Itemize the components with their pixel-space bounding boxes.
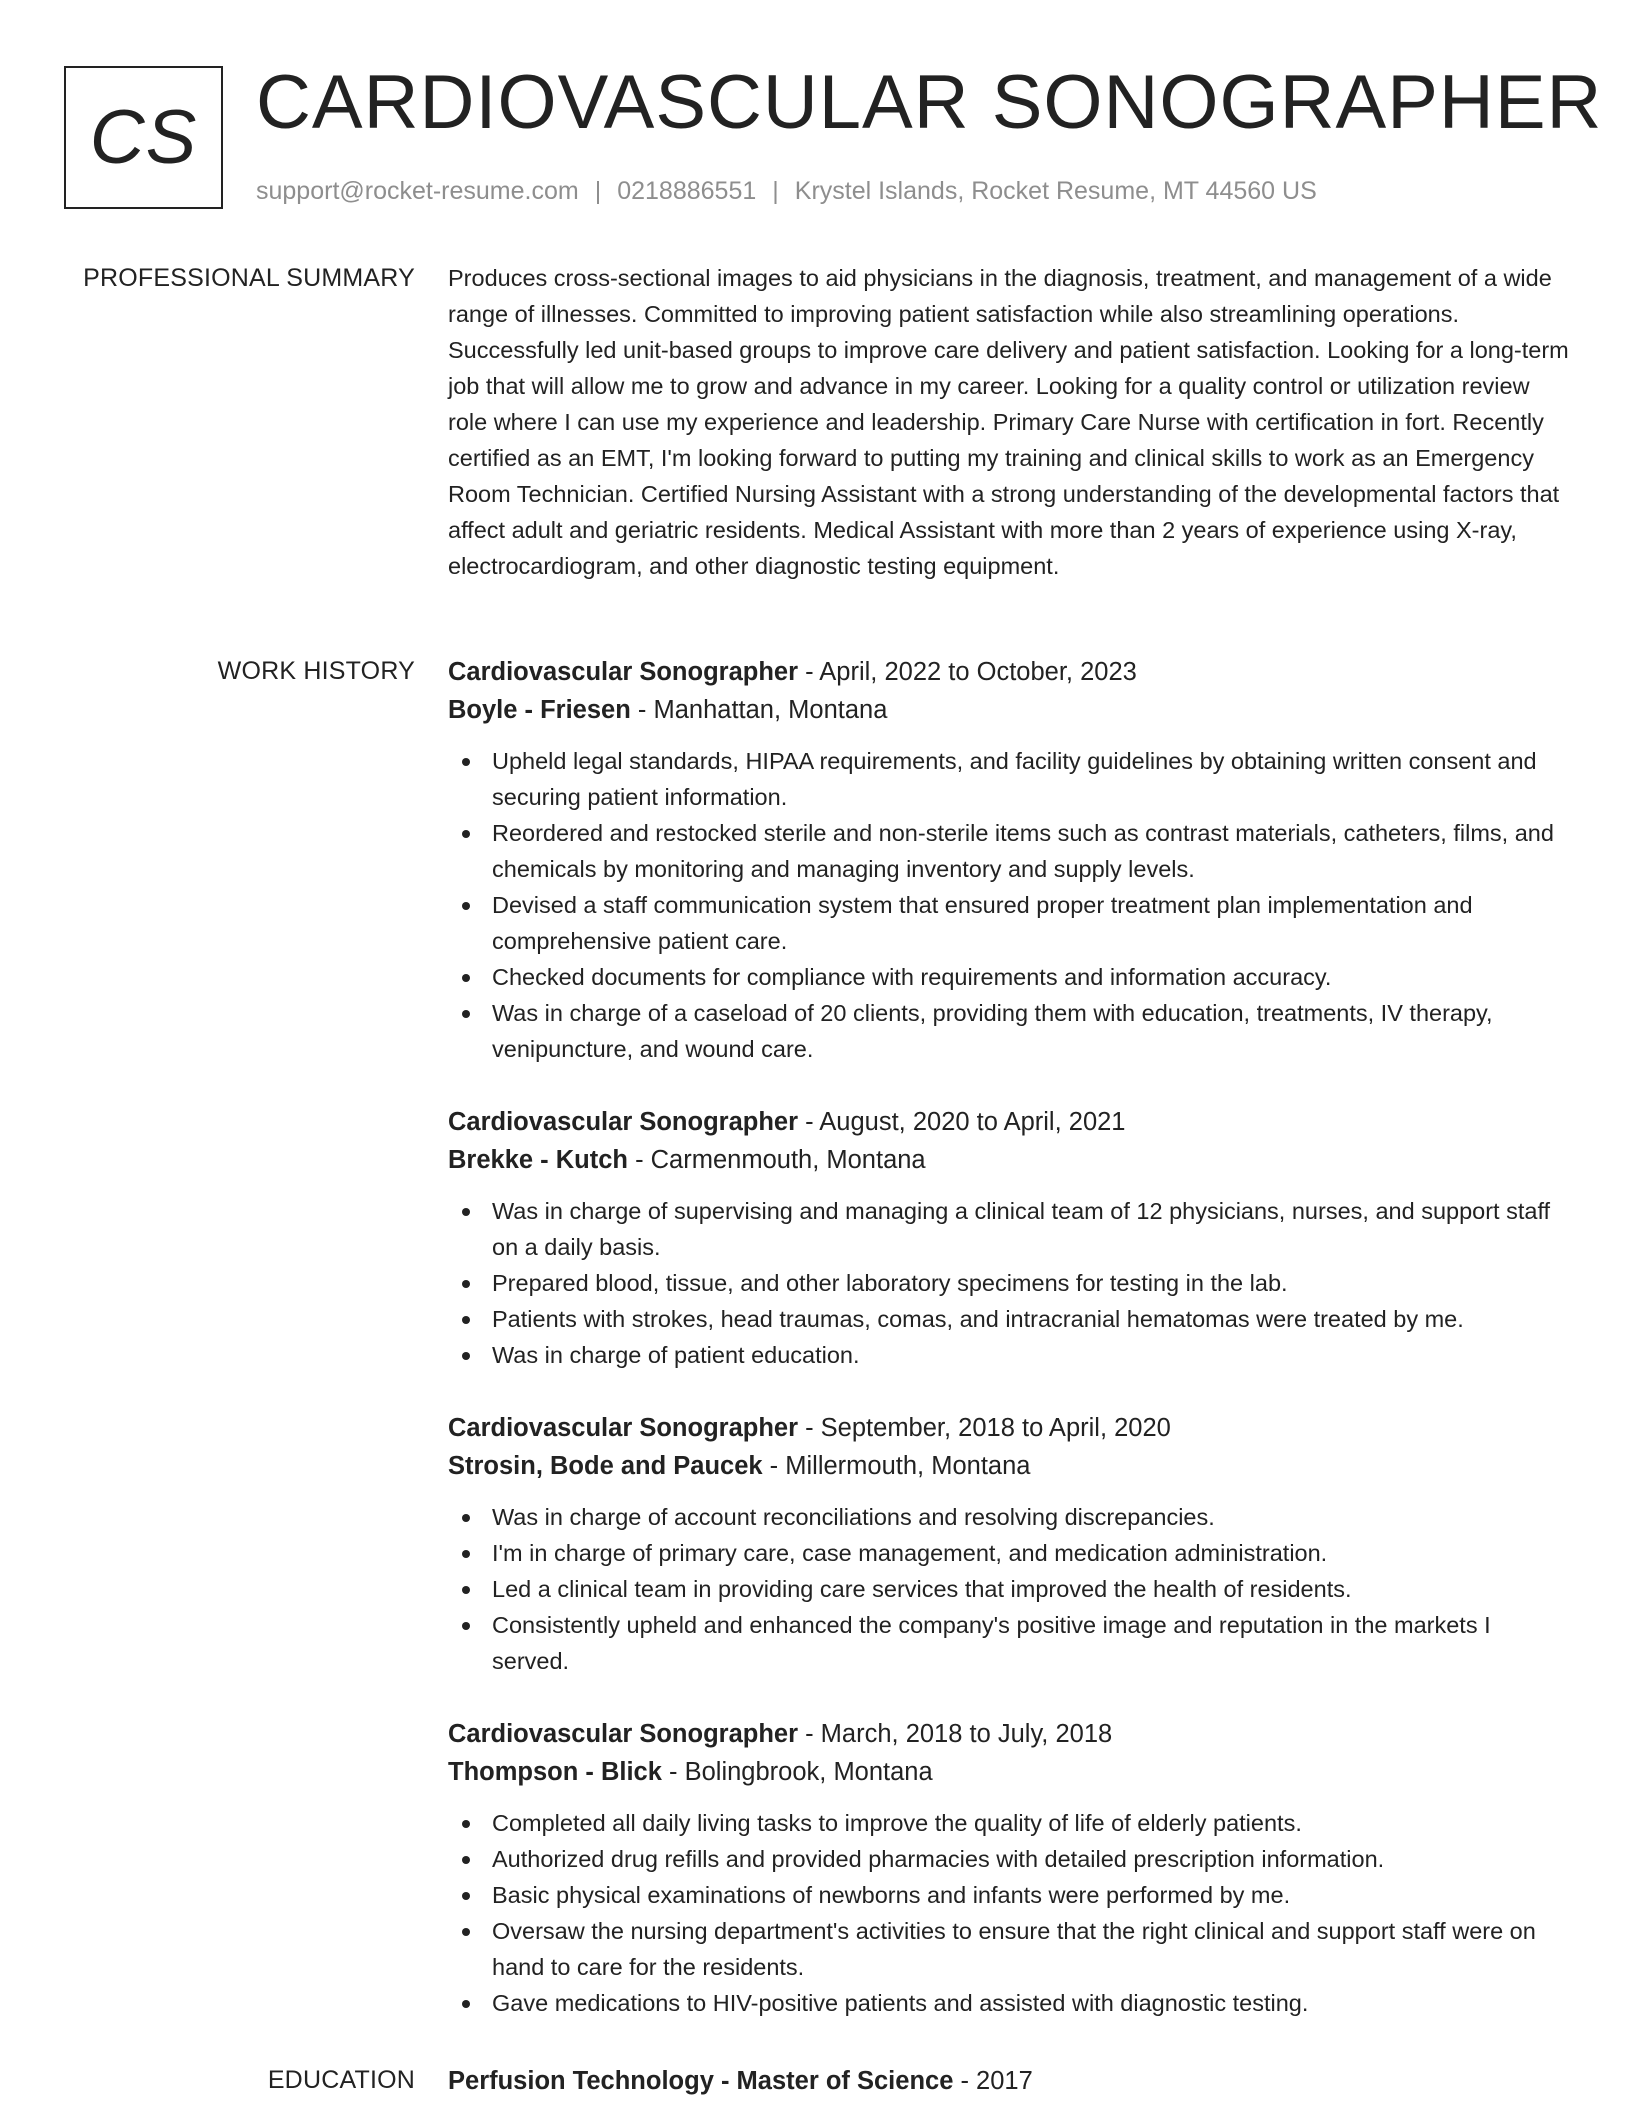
job-title-line	[448, 1715, 1570, 1753]
job-location: - Carmenmouth, Montana	[627, 1146, 926, 1174]
job-company: Brekke - Kutch	[448, 1146, 628, 1174]
job-entry	[448, 1409, 1570, 1679]
resume-title: CARDIOVASCULAR SONOGRAPHER	[256, 60, 1603, 145]
job-bullets	[448, 743, 1570, 1067]
job-entry	[448, 1715, 1570, 2021]
contact-email: support@rocket-resume.com	[256, 177, 579, 205]
summary-text: Produces cross-sectional images to aid physicians in the diagnosis, treatment, and management of a wide range of illnesses. Committed to improving patient satisfaction while also streamlining operations. Successfully led unit-based groups to improve care delivery and patient satisfaction. Looking for a long-term job that will allow me to grow and advance in my career. Looking for a quality control or utilization review role where I can use my experience and leadership. Primary Care Nurse with certification in fort. Recently certified as an EMT, I'm looking forward to putting my training and clinical skills to work as an Emergency Room Technician. Certified Nursing Assistant with a strong understanding of the developmental factors that affect adult and geriatric residents. Medical Assistant with more than 2 years of experience using X-ray, electrocardiogram, and other diagnostic testing equipment.	[448, 265, 1569, 579]
job-bullet: Was in charge of patient education.	[448, 1337, 1570, 1373]
job-bullet: Prepared blood, tissue, and other laboratory specimens for testing in the lab.	[448, 1265, 1570, 1301]
job-title: Cardiovascular Sonographer	[448, 1108, 799, 1136]
job-bullet: Reordered and restocked sterile and non-sterile items such as contrast materials, catheters, films, and chemicals by monitoring and managing inventory and supply levels.	[448, 815, 1570, 887]
education-body	[448, 2062, 1570, 2100]
job-bullet: Oversaw the nursing department's activities to ensure that the right clinical and support staff were on hand to care for the residents.	[448, 1913, 1570, 1985]
job-bullet: Upheld legal standards, HIPAA requirements, and facility guidelines by obtaining written consent and securing patient information.	[448, 743, 1570, 815]
job-bullet: Was in charge of a caseload of 20 clients, providing them with education, treatments, IV therapy, venipuncture, and wound care.	[448, 995, 1570, 1067]
job-title-line	[448, 1103, 1570, 1141]
job-bullet: Authorized drug refills and provided pharmacies with detailed prescription information.	[448, 1841, 1570, 1877]
job-dates: - March, 2018 to July, 2018	[798, 1720, 1113, 1748]
job-company-line	[448, 1753, 1570, 1791]
job-entry	[448, 1103, 1570, 1373]
work-history-label: WORK HISTORY	[217, 657, 415, 685]
job-company: Boyle - Friesen	[448, 696, 631, 724]
monogram-initials: CS	[89, 95, 198, 180]
job-bullet: Was in charge of account reconciliations and resolving discrepancies.	[448, 1499, 1570, 1535]
job-bullets	[448, 1499, 1570, 1679]
job-location: - Bolingbrook, Montana	[661, 1758, 933, 1786]
education-year: - 2017	[953, 2067, 1033, 2095]
job-location: - Manhattan, Montana	[630, 696, 888, 724]
job-company: Strosin, Bode and Paucek	[448, 1452, 763, 1480]
education-degree-line	[448, 2062, 1570, 2100]
work-history-body	[448, 653, 1570, 2057]
job-company-line	[448, 1447, 1570, 1485]
job-bullet: Patients with strokes, head traumas, comas, and intracranial hematomas were treated by me.	[448, 1301, 1570, 1337]
job-location: - Millermouth, Montana	[762, 1452, 1031, 1480]
contact-address: Krystel Islands, Rocket Resume, MT 44560 US	[794, 177, 1317, 205]
contact-phone: 0218886551	[617, 177, 757, 205]
job-bullet: Gave medications to HIV-positive patients and assisted with diagnostic testing.	[448, 1985, 1570, 2021]
job-bullet: Basic physical examinations of newborns and infants were performed by me.	[448, 1877, 1570, 1913]
job-dates: - April, 2022 to October, 2023	[798, 658, 1137, 686]
contact-separator: |	[772, 177, 779, 205]
job-bullet: Consistently upheld and enhanced the company's positive image and reputation in the markets I served.	[448, 1607, 1570, 1679]
job-bullet: Checked documents for compliance with requirements and information accuracy.	[448, 959, 1570, 995]
job-entry	[448, 653, 1570, 1067]
job-bullet: Completed all daily living tasks to improve the quality of life of elderly patients.	[448, 1805, 1570, 1841]
summary-body	[448, 260, 1570, 584]
job-title: Cardiovascular Sonographer	[448, 658, 799, 686]
job-dates: - August, 2020 to April, 2021	[798, 1108, 1126, 1136]
job-company: Thompson - Blick	[448, 1758, 662, 1786]
job-company-line	[448, 1141, 1570, 1179]
summary-label: PROFESSIONAL SUMMARY	[83, 264, 415, 292]
job-bullets	[448, 1193, 1570, 1373]
education-degree: Perfusion Technology - Master of Science	[448, 2067, 954, 2095]
job-title: Cardiovascular Sonographer	[448, 1720, 799, 1748]
job-company-line	[448, 691, 1570, 729]
job-bullet: Devised a staff communication system that ensured proper treatment plan implementation and comprehensive patient care.	[448, 887, 1570, 959]
job-bullet: Was in charge of supervising and managing a clinical team of 12 physicians, nurses, and support staff on a daily basis.	[448, 1193, 1570, 1265]
job-bullet: I'm in charge of primary care, case management, and medication administration.	[448, 1535, 1570, 1571]
job-title: Cardiovascular Sonographer	[448, 1414, 799, 1442]
monogram-box	[64, 66, 223, 209]
job-title-line	[448, 1409, 1570, 1447]
contact-line	[256, 175, 1317, 207]
contact-separator: |	[594, 177, 602, 205]
job-bullet: Led a clinical team in providing care services that improved the health of residents.	[448, 1571, 1570, 1607]
job-bullets	[448, 1805, 1570, 2021]
job-title-line	[448, 653, 1570, 691]
education-label: EDUCATION	[267, 2066, 415, 2094]
job-dates: - September, 2018 to April, 2020	[798, 1414, 1171, 1442]
